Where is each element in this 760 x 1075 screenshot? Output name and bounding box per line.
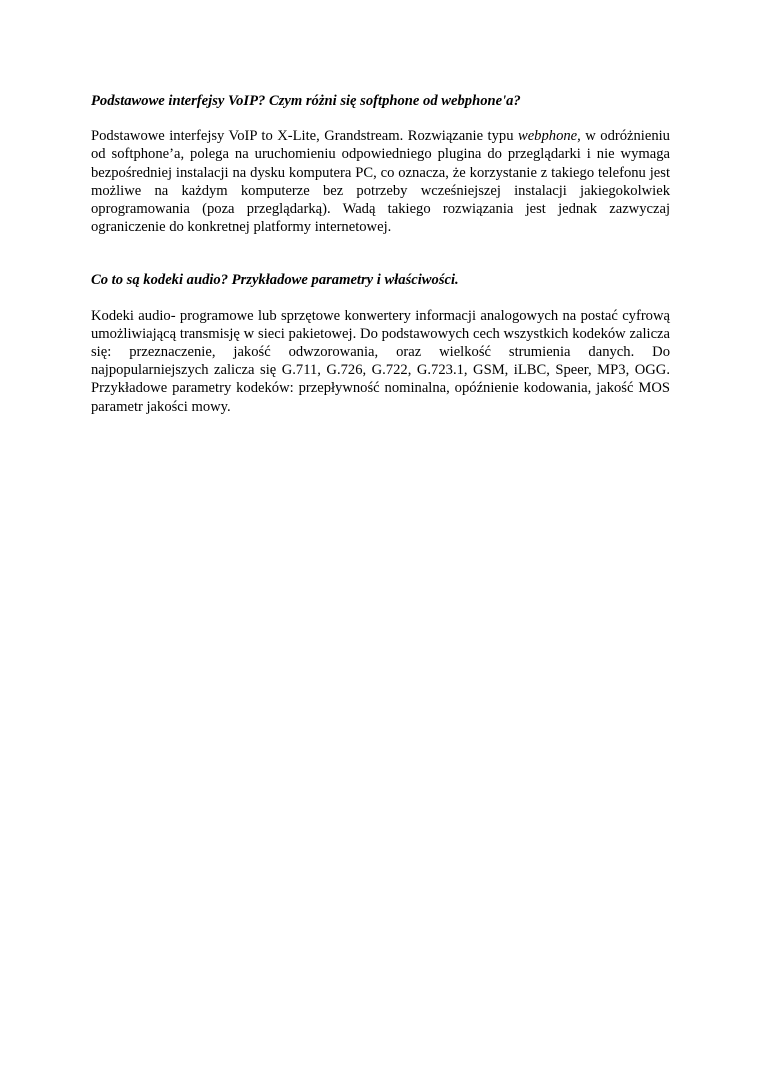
webphone-emphasis: webphone [517, 128, 578, 145]
spacer [91, 236, 670, 271]
section-1-text-start: Podstawowe interfejsy VoIP to X-Lite, Grandstream. Rozwiązanie typu [91, 128, 518, 145]
section-2-paragraph: Kodeki audio- programowe lub sprzętowe konwertery informacji analogowych na postać cyfrową umożliwiającą transmisję w sieci pakietowej. Do podstawowych cech wszystkich kodeków zalicza się: przeznaczenie, jakość odwzorowania, oraz wielkość strumienia danych. Do najpopularniejszych zalicza się G.711, G.726, G.722, G.723.1, GSM, iLBC, Speer, MP3, OGG. Przykładowe parametry kodeków: przepływność nominalna, opóźnienie kodowania, jakość MOS parametr jakości mowy. [91, 307, 670, 415]
spacer [91, 290, 670, 307]
section-2-heading: Co to są kodeki audio? Przykładowe parametry i właściwości. [91, 272, 459, 289]
document-page [91, 92, 670, 416]
section-1-paragraph [91, 127, 670, 236]
section-1-heading: Podstawowe interfejsy VoIP? Czym różni się softphone od webphone'a? [91, 93, 521, 109]
section-1-text-end: , w odróżnieniu od softphone’a, polega na uruchomieniu odpowiedniego plugina do przeglądarki i nie wymaga bezpośredniej instalacji na dysku komputera PC, co oznacza, że korzystanie z takiego telefonu jest możliwe na każdym komputerze bez potrzeby wcześniejszej instalacji jakiegokolwiek oprogramowania (poza przeglądarką). Wadą takiego rozwiązania jest jednak zazwyczaj ograniczenie do konkretnej platformy internetowej. [91, 128, 670, 236]
spacer [91, 110, 670, 127]
